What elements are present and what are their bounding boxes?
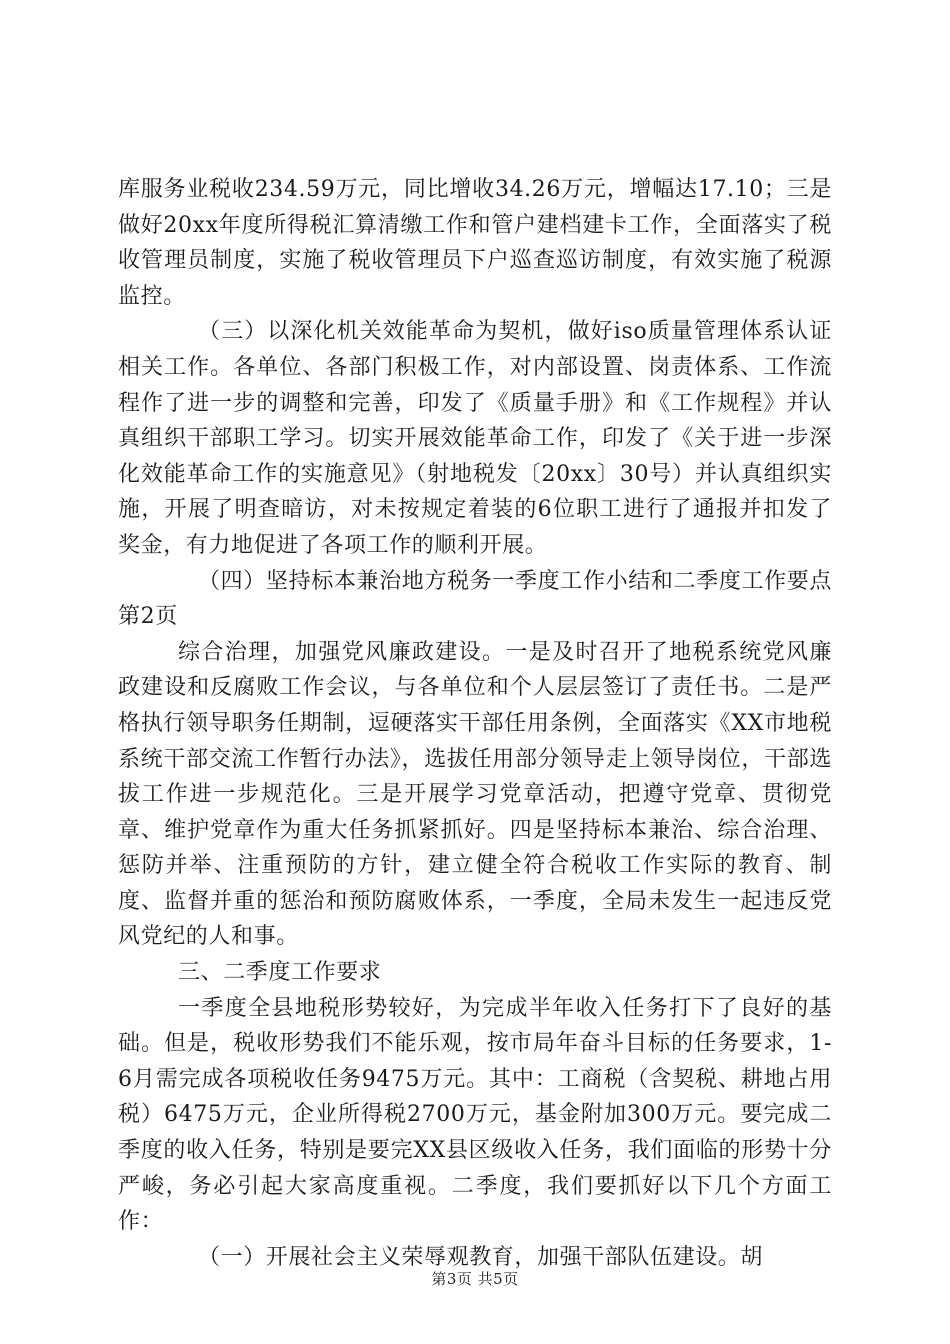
paragraph-tax-revenue: 库服务业税收234.59万元，同比增收34.26万元，增幅达17.10；三是做好20xx年度所得税汇算清缴工作和管户建档建卡工作，全面落实了税收管理员制度，实施了税收管理员下户巡查巡访制度，有效实施了税源监控。 xyxy=(118,177,832,309)
document-body xyxy=(118,172,832,1275)
page-footer: 第3页 共5页 xyxy=(431,1270,519,1288)
section-heading-q2-requirements: 三、二季度工作要求 xyxy=(178,960,382,986)
paragraph-section-3: （三）以深化机关效能革命为契机，做好iso质量管理体系认证相关工作。各单位、各部门积极工作，对内部设置、岗责体系、工作流程作了进一步的调整和完善，印发了《质量手册》和《工作规程》并认真组织干部职工学习。切实开展效能革命工作，印发了《关于进一步深化效能革命工作的实施意见》（射地税发〔20xx〕30号）并认真组织实施，开展了明查暗访，对未按规定着装的6位职工进行了通报并扣发了奖金，有力地促进了各项工作的顺利开展。 xyxy=(118,319,832,558)
paragraph-integrity: 综合治理，加强党风廉政建设。一是及时召开了地税系统党风廉政建设和反腐败工作会议，与各单位和个人层层签订了责任书。二是严格执行领导职务任期制，逗硬落实干部任用条例，全面落实《XX市地税系统干部交流工作暂行办法》，选拔任用部分领导走上领导岗位，干部选拔工作进一步规范化。三是开展学习党章活动，把遵守党章、贯彻党章、维护党章作为重大任务抓紧抓好。四是坚持标本兼治、综合治理、惩防并举、注重预防的方针，建立健全符合税收工作实际的教育、制度、监督并重的惩治和预防腐败体系，一季度，全局未发生一起违反党风党纪的人和事。 xyxy=(118,639,832,950)
paragraph-q2-overview: 一季度全县地税形势较好，为完成半年收入任务打下了良好的基础。但是，税收形势我们不能乐观，按市局年奋斗目标的任务要求，1-6月需完成各项税收任务9475万元。其中：工商税（含契税、耕地占用税）6475万元，企业所得税2700万元，基金附加300万元。要完成二季度的收入任务，特别是要完XX县区级收入任务，我们面临的形势十分严峻，务必引起大家高度重视。二季度，我们要抓好以下几个方面工作： xyxy=(118,995,832,1235)
paragraph-section-4: （四）坚持标本兼治地方税务一季度工作小结和二季度工作要点第2页 xyxy=(118,568,832,630)
paragraph-item-1: （一）开展社会主义荣辱观教育，加强干部队伍建设。胡 xyxy=(198,1244,764,1270)
